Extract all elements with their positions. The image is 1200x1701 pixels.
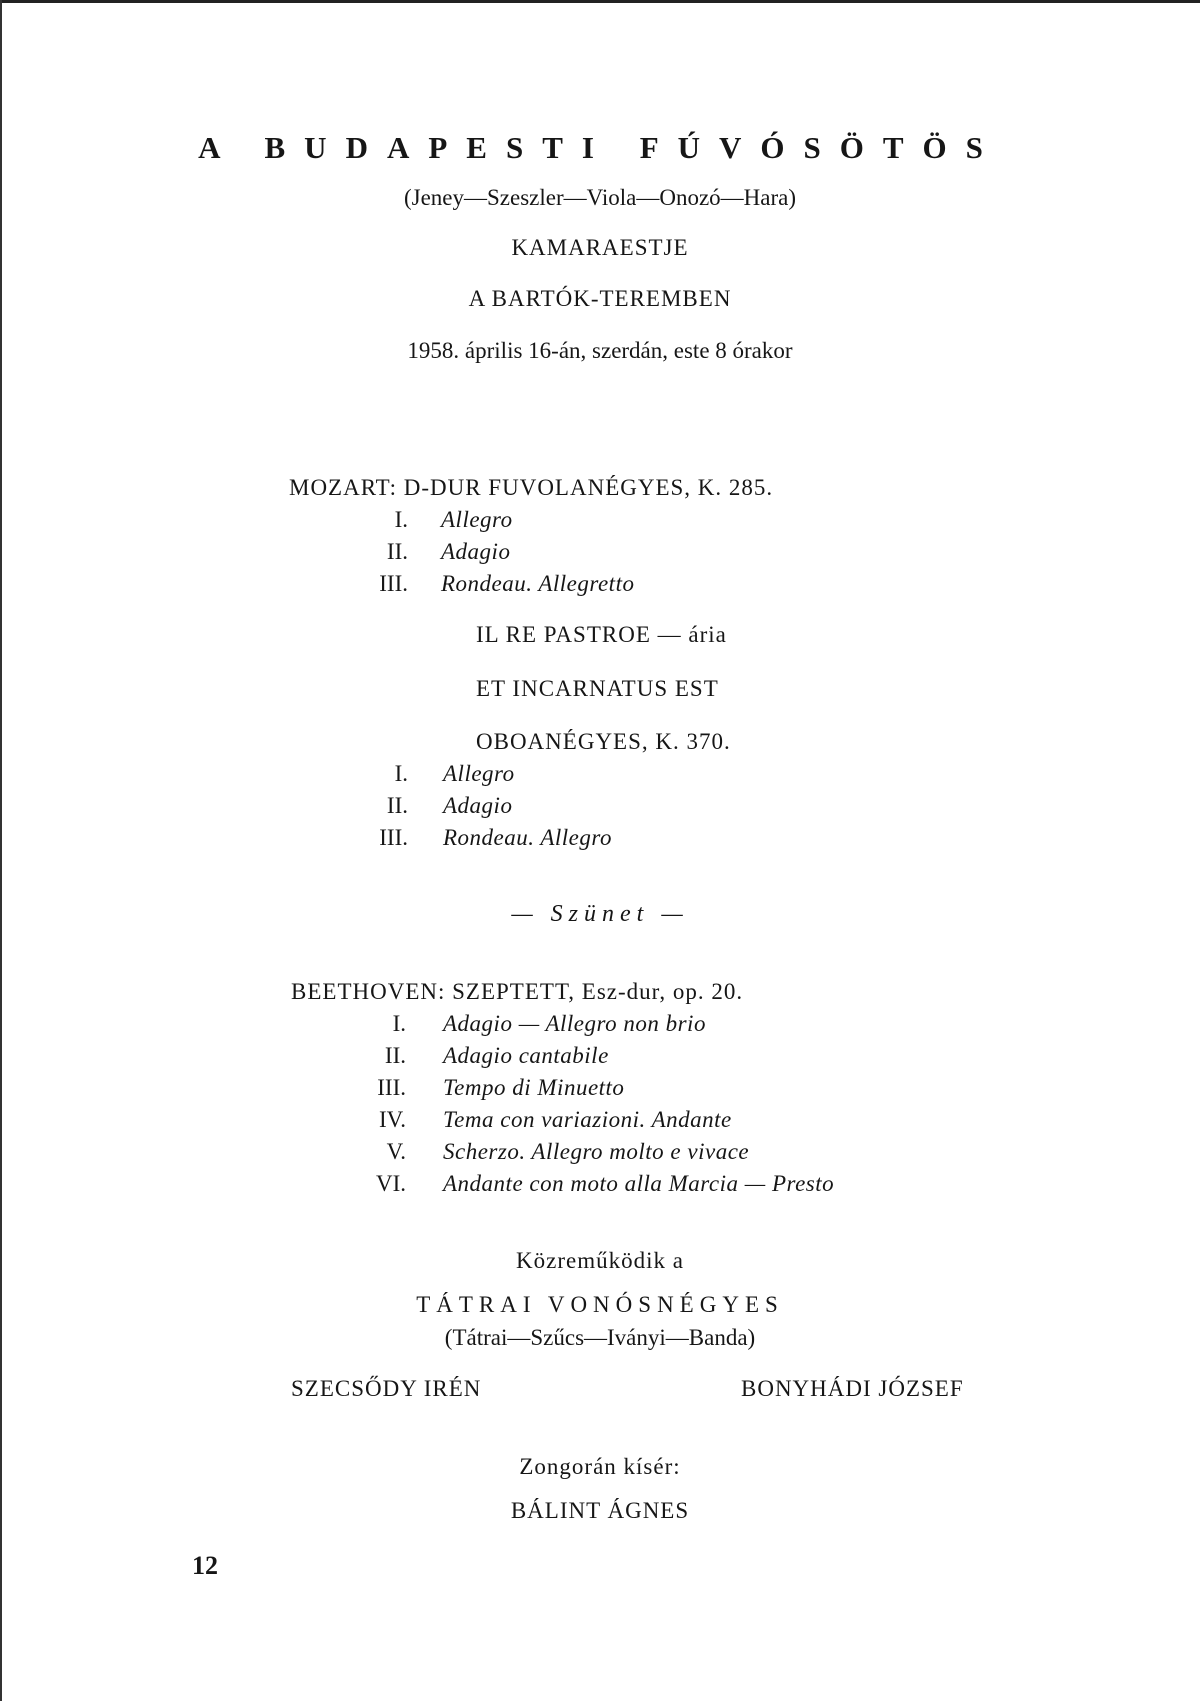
- oboe-quartet-heading: OBOANÉGYES, K. 370.: [476, 729, 731, 754]
- movement-number: II.: [384, 1043, 406, 1068]
- page-number: 12: [192, 1551, 218, 1580]
- movement-number: I.: [392, 1011, 406, 1036]
- event-title: KAMARAESTJE: [511, 235, 689, 260]
- beethoven-heading: BEETHOVEN: SZEPTETT, Esz-dur, op. 20.: [291, 979, 744, 1004]
- pianist: BÁLINT ÁGNES: [510, 1498, 690, 1523]
- top-border: [0, 0, 1200, 3]
- concert-date: 1958. április 16-án, szerdán, este 8 órakor: [407, 338, 793, 363]
- quartet-members: (Tátrai—Szűcs—Iványi—Banda): [444, 1325, 756, 1350]
- performers-intro: Közreműködik a: [516, 1248, 684, 1273]
- ensemble-members: (Jeney—Szeszler—Viola—Onozó—Hara): [403, 185, 797, 210]
- movement-title: Adagio: [441, 539, 511, 564]
- movement-number: IV.: [378, 1107, 406, 1132]
- quartet-name: TÁTRAI VONÓSNÉGYES: [416, 1292, 784, 1317]
- movement-number: VI.: [375, 1171, 406, 1196]
- movement-number: III.: [377, 1075, 406, 1100]
- movement-title: Tema con variazioni. Andante: [443, 1107, 732, 1132]
- piano-intro: Zongorán kísér:: [519, 1454, 681, 1479]
- movement-number: I.: [394, 507, 408, 532]
- movement-title: Adagio: [443, 793, 513, 818]
- movement-title: Adagio cantabile: [443, 1043, 609, 1068]
- movement-title: Adagio — Allegro non brio: [443, 1011, 706, 1036]
- soloist-left: SZECSŐDY IRÉN: [291, 1376, 482, 1401]
- page-title: A BUDAPESTI FÚVÓSÖTÖS: [198, 130, 1002, 165]
- movement-title: Tempo di Minuetto: [443, 1075, 625, 1100]
- movement-number: III.: [379, 571, 408, 596]
- movement-number: III.: [379, 825, 408, 850]
- movement-title: Andante con moto alla Marcia — Presto: [443, 1171, 835, 1196]
- movement-title: Rondeau. Allegretto: [441, 571, 635, 596]
- movement-title: Scherzo. Allegro molto e vivace: [443, 1139, 750, 1164]
- movement-number: I.: [394, 761, 408, 786]
- movement-number: II.: [386, 793, 408, 818]
- soloist-right: BONYHÁDI JÓZSEF: [741, 1376, 964, 1401]
- movement-title: Allegro: [441, 507, 513, 532]
- intermission: — Szünet —: [511, 901, 689, 927]
- movement-number: II.: [386, 539, 408, 564]
- movement-title: Rondeau. Allegro: [443, 825, 612, 850]
- mozart-heading: MOZART: D-DUR FUVOLANÉGYES, K. 285.: [289, 475, 774, 500]
- et-incarnatus-title: ET INCARNATUS EST: [476, 676, 719, 701]
- movement-title: Allegro: [443, 761, 515, 786]
- movement-number: V.: [386, 1139, 406, 1164]
- aria-title: IL RE PASTROE — ária: [476, 622, 727, 647]
- venue: A BARTÓK-TEREMBEN: [468, 286, 732, 311]
